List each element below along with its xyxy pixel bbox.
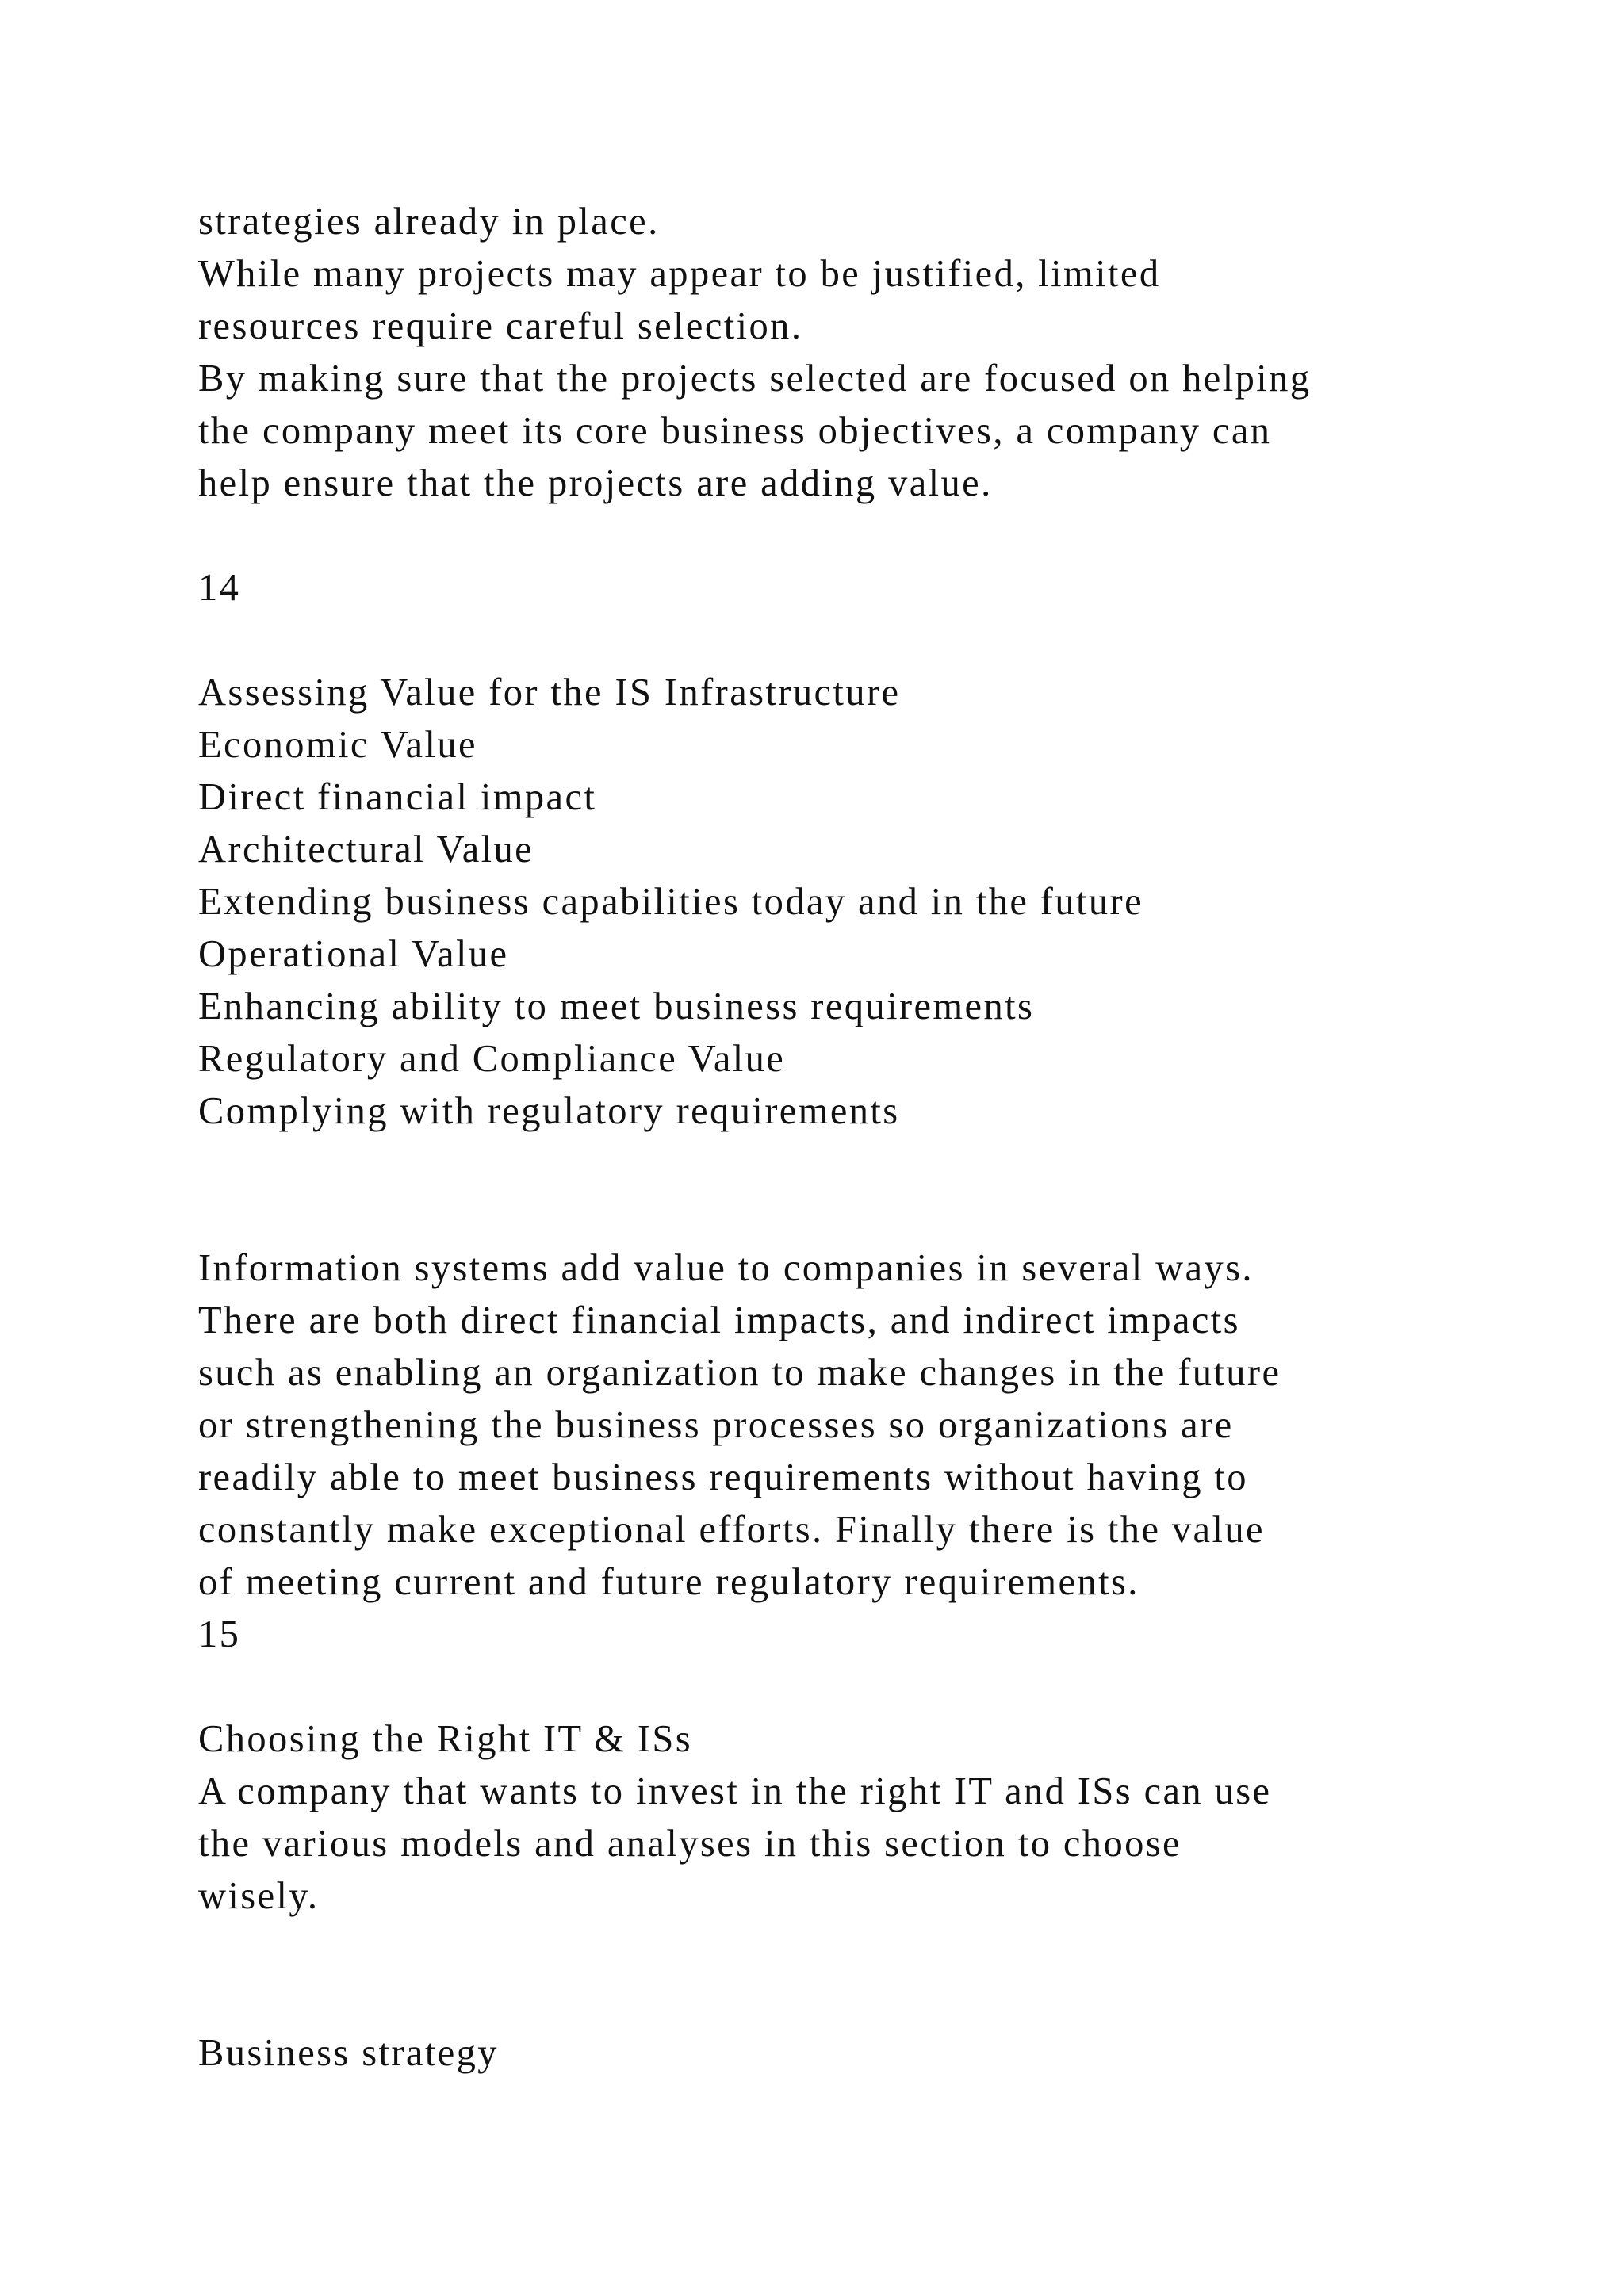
text-line: resources require careful selection. [198,305,803,347]
text-line: While many projects may appear to be justified, limited [198,253,1161,295]
text-line: Complying with regulatory requirements [198,1090,900,1132]
text-line: help ensure that the projects are adding value. [198,462,993,504]
slide-title: Assessing Value for the IS Infrastructure [198,672,901,714]
blank-line [198,510,1546,562]
text-line: A company that wants to invest in the right IT and ISs can use [198,1770,1272,1812]
text-line: By making sure that the projects selected are focused on helping [198,358,1312,400]
text-line: Business strategy [198,2032,499,2074]
text-line: There are both direct financial impacts, and indirect impacts [198,1299,1240,1341]
blank-line [198,1190,1546,1242]
text-line: or strengthening the business processes so organizations are [198,1404,1234,1446]
text-line: Regulatory and Compliance Value [198,1038,786,1080]
document-body [198,196,1546,2080]
text-line: the various models and analyses in this section to choose [198,1823,1182,1865]
blank-line [198,1975,1546,2027]
text-line: readily able to meet business requirements without having to [198,1456,1248,1498]
text-line: Operational Value [198,933,509,975]
blank-line [198,614,1546,667]
text-line: such as enabling an organization to make changes in the future [198,1352,1281,1394]
text-line: Extending business capabilities today and in the future [198,881,1144,923]
slide-title: Choosing the Right IT & ISs [198,1718,693,1760]
text-line: Direct financial impact [198,776,597,818]
text-line: Enhancing ability to meet business requirements [198,985,1035,1027]
slide-number: 15 [198,1613,241,1655]
blank-line [198,1661,1546,1713]
text-line: wisely. [198,1875,320,1917]
blank-line [198,1138,1546,1190]
text-line: constantly make exceptional efforts. Finally there is the value [198,1509,1265,1551]
text-line: Economic Value [198,724,477,766]
text-line: Architectural Value [198,828,534,871]
text-line: strategies already in place. [198,201,660,243]
slide-number: 14 [198,567,241,609]
text-line: the company meet its core business objectives, a company can [198,410,1272,452]
text-line: Information systems add value to companies in several ways. [198,1247,1254,1289]
blank-line [198,1923,1546,1975]
text-line: of meeting current and future regulatory requirements. [198,1561,1139,1603]
